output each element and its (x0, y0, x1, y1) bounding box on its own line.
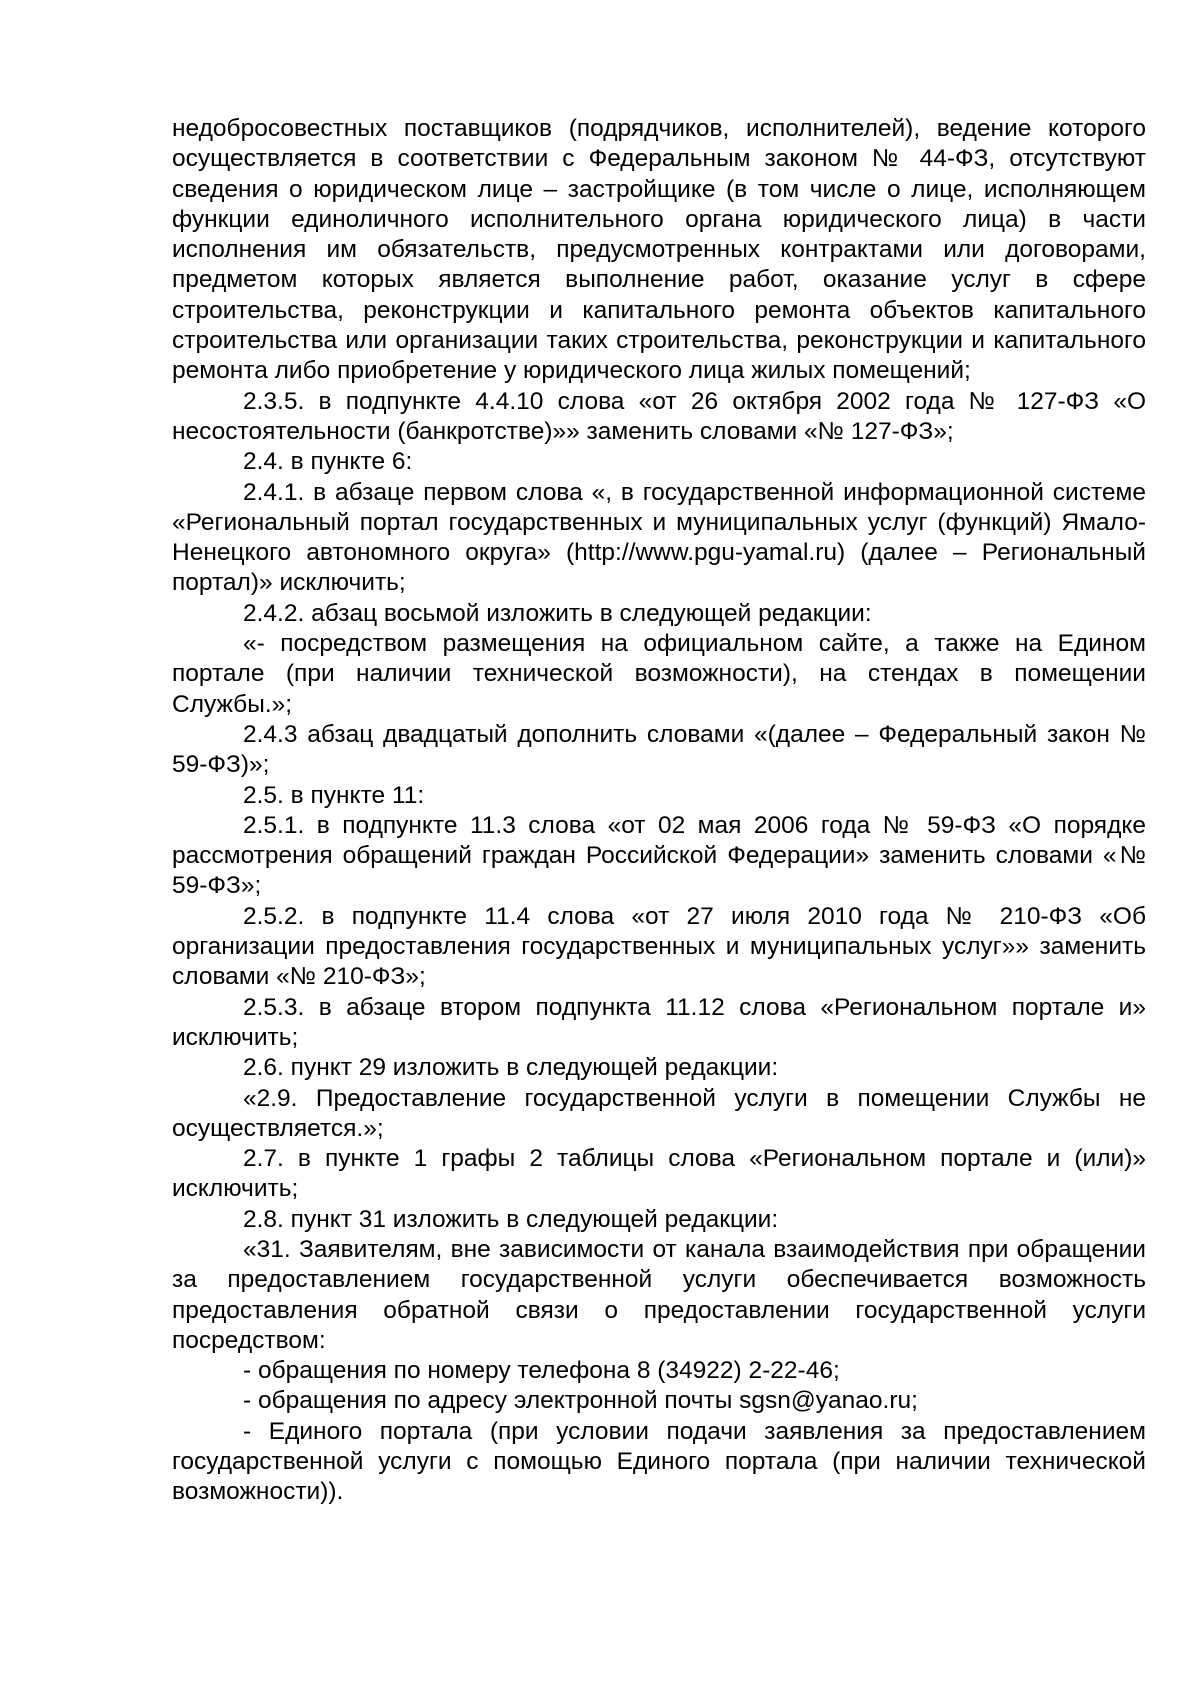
paragraph: 2.5.1. в подпункте 11.3 слова «от 02 мая 2006 года № 59-ФЗ «О порядке рассмотрения обращений граждан Российской Федерации» заменить словами «№ 59-ФЗ»; (172, 811, 1146, 900)
paragraph: 2.4.3 абзац двадцатый дополнить словами «(далее – Федеральный закон № 59-ФЗ)»; (172, 720, 1146, 779)
paragraph: 2.5.3. в абзаце втором подпункта 11.12 слова «Региональном портале и» исключить; (172, 993, 1146, 1051)
paragraph: 2.8. пункт 31 изложить в следующей редакции: (243, 1205, 779, 1233)
paragraph: 2.6. пункт 29 изложить в следующей редакции: (243, 1054, 779, 1082)
paragraph: 2.3.5. в подпункте 4.4.10 слова «от 26 октября 2002 года № 127-ФЗ «О несостоятельности (банкротстве)»» заменить словами «№ 127-ФЗ»; (172, 387, 1146, 445)
paragraph: «31. Заявителям, вне зависимости от канала взаимодействия при обращении за предоставлением государственной услуги обеспечивается возможность предоставления обратной связи о предоставлении государственной услуги посредством: (172, 1235, 1146, 1354)
paragraph: 2.4.2. абзац восьмой изложить в следующей редакции: (243, 599, 872, 627)
paragraph: - обращения по адресу электронной почты sgsn@yanao.ru; (243, 1387, 918, 1415)
paragraph: - Единого портала (при условии подачи заявления за предоставлением государственной услуги с помощью Единого портала (при наличии технической возможности)). (172, 1417, 1146, 1506)
paragraph: 2.4. в пункте 6: (243, 448, 413, 476)
document-body (172, 114, 1146, 1508)
paragraph: «- посредством размещения на официальном сайте, а также на Едином портале (при наличии технической возможности), на стендах в помещении Службы.»; (172, 630, 1146, 718)
paragraph: 2.5. в пункте 11: (243, 781, 425, 809)
paragraph: недобросовестных поставщиков (подрядчиков, исполнителей), ведение которого осуществляется в соответствии с Федеральным законом № 44-ФЗ, отсутствуют сведения о юридическом лице – застройщике (в том числе о лице, исполняющем функции единоличного исполнительного органа юридического лица) в части исполнения им обязательств, предусмотренных контрактами или договорами, предметом которых является выполнение работ, оказание услуг в сфере строительства, реконструкции и капитального ремонта объектов капитального строительства или организации таких строительства, реконструкции и капитального ремонта либо приобретение у юридического лица жилых помещений; (172, 115, 1146, 385)
paragraph: 2.7. в пункте 1 графы 2 таблицы слова «Региональном портале и (или)» исключить; (172, 1145, 1146, 1203)
paragraph: 2.5.2. в подпункте 11.4 слова «от 27 июля 2010 года № 210-ФЗ «Об организации предоставления государственных и муниципальных услуг»» заменить словами «№ 210-ФЗ»; (172, 902, 1146, 991)
paragraph: - обращения по номеру телефона 8 (34922) 2-22-46; (243, 1357, 840, 1385)
paragraph: 2.4.1. в абзаце первом слова «, в государственной информационной системе «Региональный портал государственных и муниципальных услуг (функций) Ямало-Ненецкого автономного округа» (http://www.pgu-yamal.ru) (далее – Региональный портал)» исключить; (172, 478, 1146, 597)
paragraph: «2.9. Предоставление государственной услуги в помещении Службы не осуществляется.»; (172, 1084, 1146, 1142)
